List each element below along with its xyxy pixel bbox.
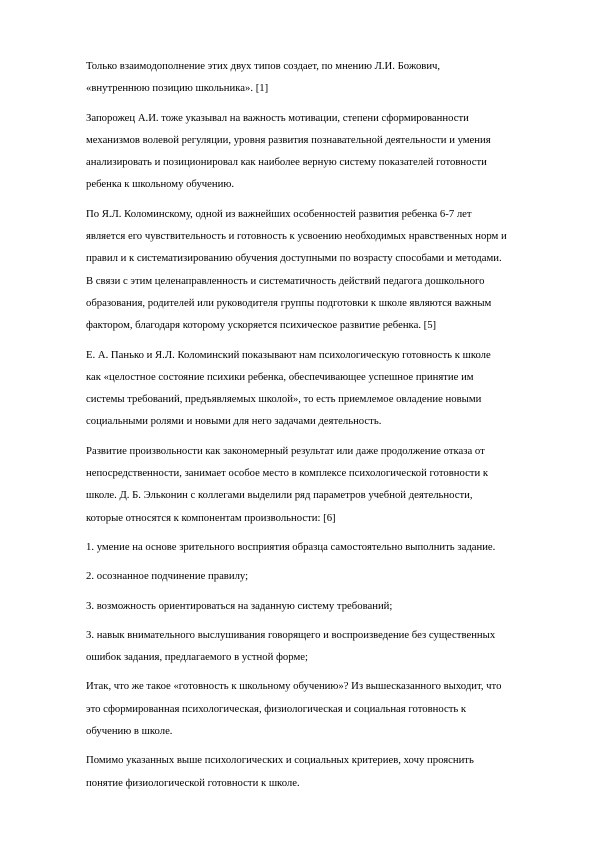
text-line: «внутреннюю позицию школьника». [1] [86, 82, 269, 95]
text-line: которые относятся к компонентам произвольности: [6] [86, 511, 336, 524]
text-line: является его чувствительность и готовность к усвоению необходимых нравственных норм и [86, 230, 507, 243]
document-body [86, 55, 551, 801]
text-line: школе. Д. Б. Эльконин с коллегами выделили ряд параметров учебной деятельности, [86, 489, 473, 502]
text-line: 3. навык внимательного выслушивания говорящего и воспроизведение без существенных [86, 628, 496, 641]
text-line: Е. А. Панько и Я.Л. Коломинский показывают нам психологическую готовность к школе [86, 348, 491, 361]
text-line: Итак, что же такое «готовность к школьному обучению»? Из вышесказанного выходит, что [86, 680, 502, 693]
paragraph [86, 595, 551, 617]
paragraph [86, 55, 551, 100]
paragraph [86, 440, 551, 529]
text-line: это сформированная психологическая, физиологическая и социальная готовность к [86, 702, 467, 715]
text-line: 2. осознанное подчинение правилу; [86, 570, 249, 583]
text-line: По Я.Л. Коломинскому, одной из важнейших особенностей развития ребенка 6-7 лет [86, 207, 472, 220]
paragraph [86, 203, 551, 337]
text-line: В связи с этим целенаправленность и систематичность действий педагога дошкольного [86, 274, 485, 287]
paragraph [86, 624, 551, 669]
text-line: Только взаимодополнение этих двух типов создает, по мнению Л.И. Божович, [86, 60, 441, 72]
text-line: понятие физиологической готовности к школе. [86, 776, 300, 789]
paragraph [86, 536, 551, 558]
text-line: ребенка к школьному обучению. [86, 178, 235, 191]
text-line: 1. умение на основе зрительного восприятия образца самостоятельно выполнить задание. [86, 540, 496, 553]
text-line: как «целостное состояние психики ребенка, обеспечивающее успешное принятие им [86, 370, 474, 383]
paragraph [86, 107, 551, 196]
text-line: Запорожец А.И. тоже указывал на важность мотивации, степени сформированности [86, 111, 469, 124]
text-line: обучению в школе. [86, 725, 173, 738]
text-line: правил и к систематизированию обучения доступными по возрасту способами и методами. [86, 252, 502, 265]
text-line: непосредственности, занимает особое место в комплексе психологической готовности к [86, 467, 489, 480]
text-line: 3. возможность ориентироваться на заданную систему требований; [86, 599, 393, 612]
text-line: механизмов волевой регуляции, уровня развития познавательной деятельности и умения [86, 133, 491, 146]
text-line: системы требований, предъявляемых школой», то есть приемлемое овладение новыми [86, 393, 482, 406]
text-line: фактором, благодаря которому ускоряется психическое развитие ребенка. [5] [86, 319, 437, 332]
text-line: социальными ролями и новыми для него задачами деятельность. [86, 415, 382, 428]
text-line: Развитие произвольности как закономерный результат или даже продолжение отказа от [86, 444, 485, 457]
paragraph [86, 344, 551, 433]
text-line: Помимо указанных выше психологических и социальных критериев, хочу прояснить [86, 754, 474, 767]
text-line: ошибок задания, предлагаемого в устной форме; [86, 651, 308, 664]
paragraph [86, 565, 551, 587]
paragraph [86, 675, 551, 742]
text-line: образования, родителей или руководителя группы подготовки к школе являются важным [86, 296, 492, 309]
paragraph [86, 749, 551, 794]
text-line: анализировать и позиционировал как наиболее верную систему показателей готовности [86, 156, 487, 169]
